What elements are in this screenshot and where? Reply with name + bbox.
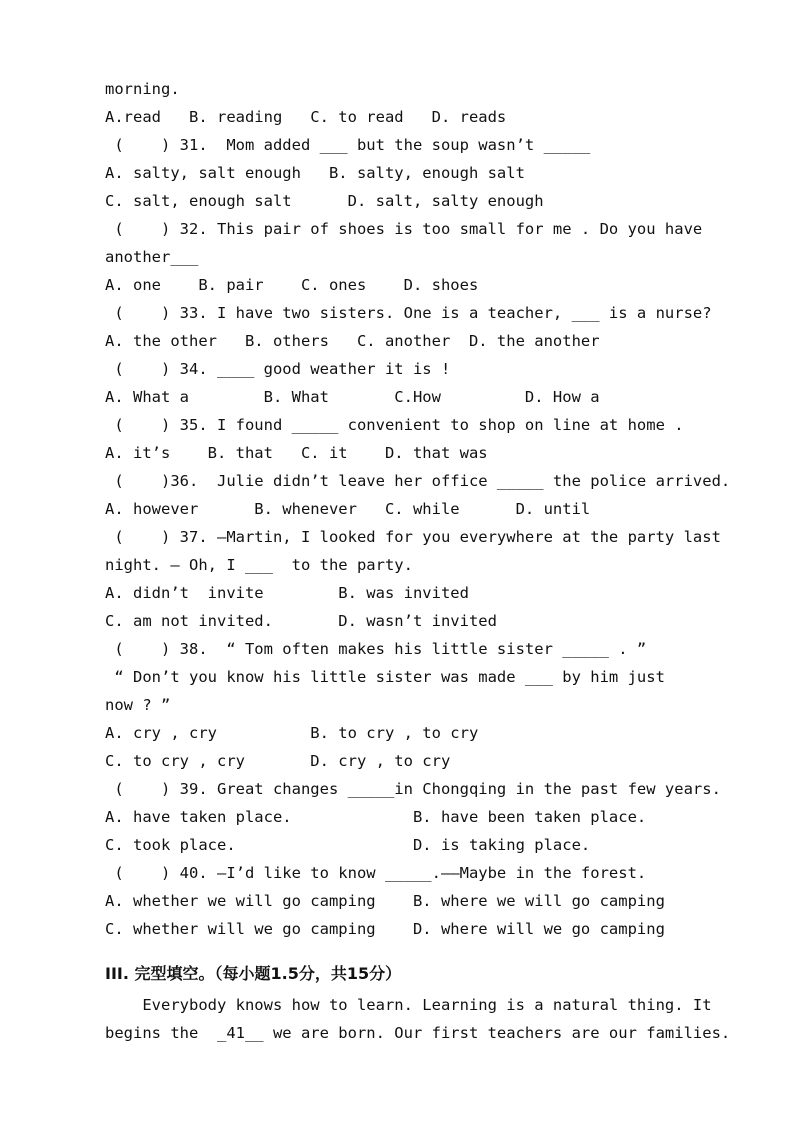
question-40: ( ) 40. —I’d like to know _____.——Maybe in the forest.: [105, 864, 647, 882]
question-36: ( )36. Julie didn’t leave her office _____ the police arrived.: [105, 472, 731, 490]
question-35: ( ) 35. I found _____ convenient to shop on line at home .: [105, 416, 684, 434]
text-line: A. didn’t invite B. was invited: [105, 584, 469, 602]
text-line: A. it’s B. that C. it D. that was: [105, 444, 488, 462]
text-line: “ Don’t you know his little sister was made ___ by him just: [105, 668, 665, 686]
question-37: ( ) 37. —Martin, I looked for you everywhere at the party last: [105, 528, 721, 546]
text-line: A. one B. pair C. ones D. shoes: [105, 276, 479, 294]
paragraph-line: begins the _41__ we are born. Our first teachers are our families.: [105, 1024, 731, 1042]
question-39: ( ) 39. Great changes _____in Chongqing in the past few years.: [105, 780, 721, 798]
text-line: C. to cry , cry D. cry , to cry: [105, 752, 451, 770]
text-line: A. What a B. What C.How D. How a: [105, 388, 600, 406]
text-line: C. am not invited. D. wasn’t invited: [105, 612, 497, 630]
text-line: A. whether we will go camping B. where we will go camping: [105, 892, 665, 910]
text-line: A. however B. whenever C. while D. until: [105, 500, 591, 518]
text-line: C. whether will we go camping D. where will we go camping: [105, 920, 665, 938]
text-line: A. the other B. others C. another D. the another: [105, 332, 600, 350]
question-33: ( ) 33. I have two sisters. One is a teacher, ___ is a nurse?: [105, 304, 712, 322]
text-line: C. salt, enough salt D. salt, salty enough: [105, 192, 544, 210]
question-31: ( ) 31. Mom added ___ but the soup wasn’t _____: [105, 136, 591, 154]
section-heading: III. 完型填空。（每小题1.5分，共15分）: [105, 964, 402, 983]
text-line: now ? ”: [105, 696, 171, 714]
text-line: another___: [105, 248, 199, 266]
text-line: morning.: [105, 80, 180, 98]
text-line: night. — Oh, I ___ to the party.: [105, 556, 413, 574]
text-line: C. took place. D. is taking place.: [105, 836, 591, 854]
question-34: ( ) 34. ____ good weather it is !: [105, 360, 451, 378]
question-32: ( ) 32. This pair of shoes is too small for me . Do you have: [105, 220, 703, 238]
text-line: A. have taken place. B. have been taken place.: [105, 808, 647, 826]
text-line: A. salty, salt enough B. salty, enough salt: [105, 164, 525, 182]
text-line: A.read B. reading C. to read D. reads: [105, 108, 507, 126]
question-38: ( ) 38. “ Tom often makes his little sister _____ . ”: [105, 640, 647, 658]
paragraph-line: Everybody knows how to learn. Learning is a natural thing. It: [105, 996, 712, 1014]
text-line: A. cry , cry B. to cry , to cry: [105, 724, 479, 742]
